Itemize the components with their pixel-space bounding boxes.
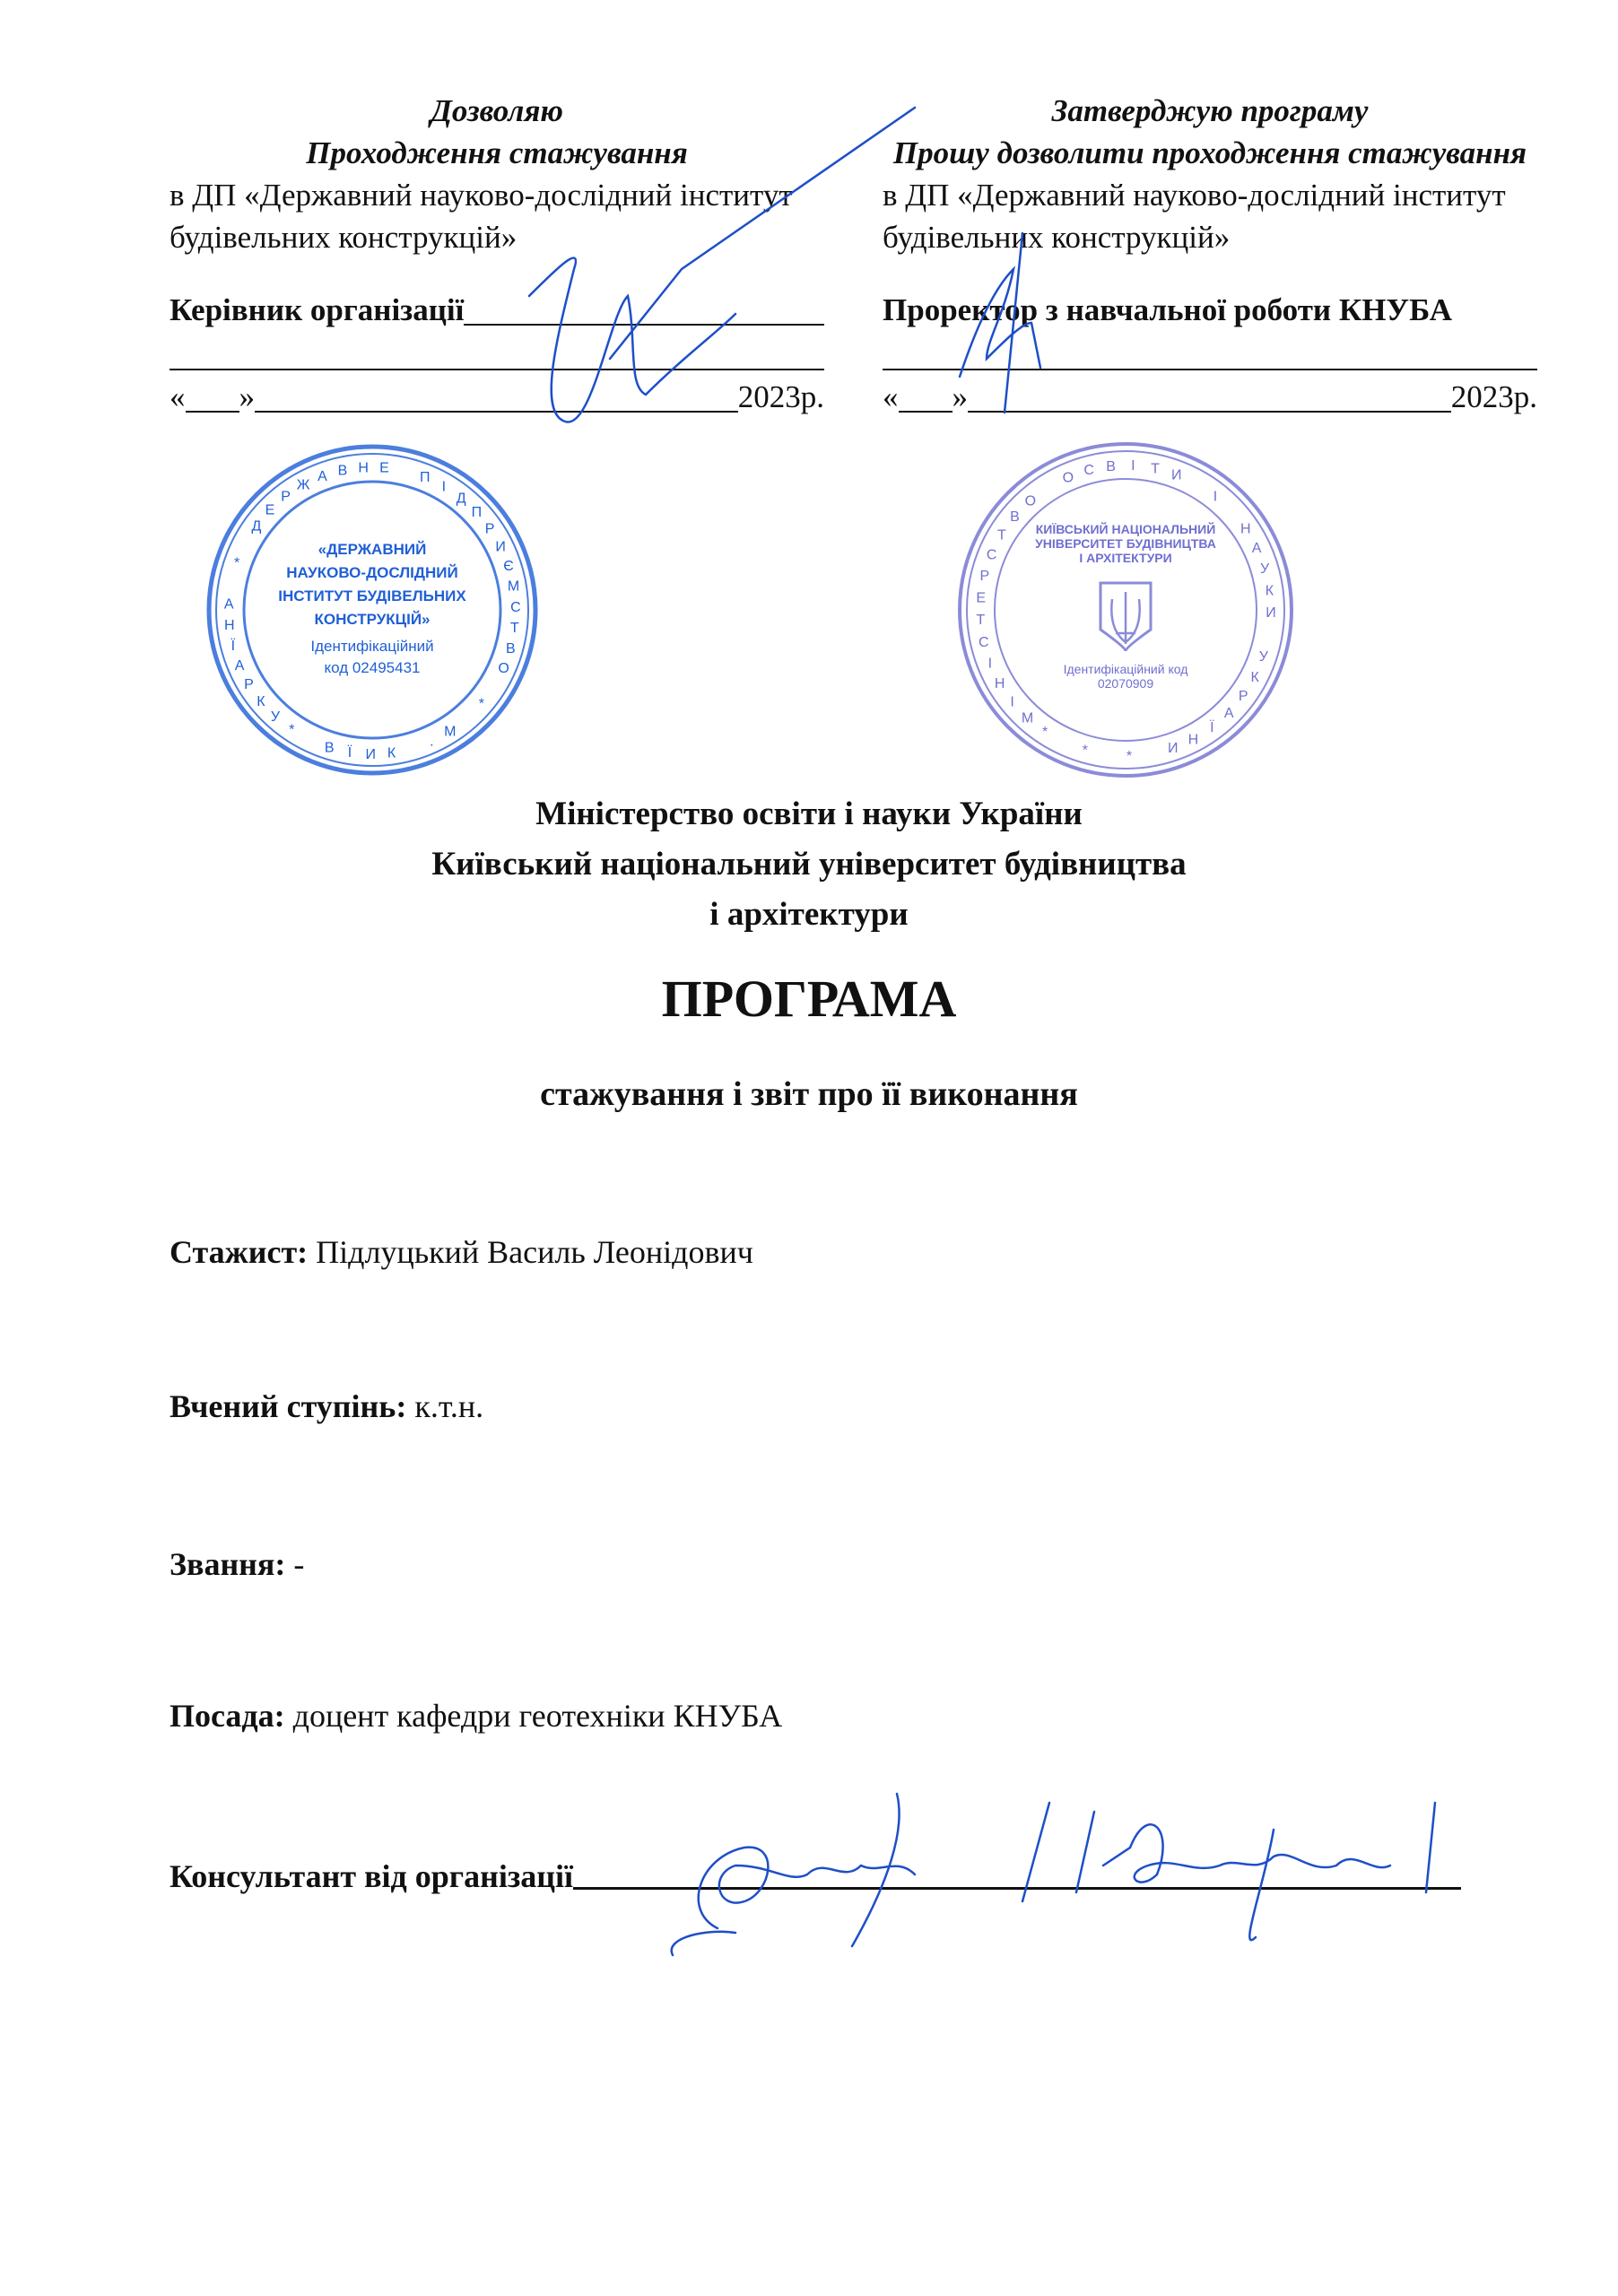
field-degree	[170, 1387, 483, 1425]
date-quote-open: «	[883, 379, 899, 414]
stamp-letter: С	[986, 547, 997, 563]
stamp-letter: И	[365, 747, 376, 762]
stamp-letter: К	[1250, 669, 1259, 685]
left-org-line2: будівельних конструкцій»	[170, 220, 518, 255]
stamp-letter: О	[1062, 470, 1074, 486]
right-date-row	[883, 376, 1537, 418]
left-org-line1: в ДП «Державний науково-дослідний інститут	[170, 178, 793, 213]
stamp-letter: Т	[1151, 461, 1160, 477]
left-blank-line-row	[170, 331, 824, 376]
stamp-text: КИЇВСЬКИЙ НАЦІОНАЛЬНИЙ УНІВЕРСИТЕТ БУДІВНИЦТВА І АРХІТЕКТУРИ	[1035, 522, 1216, 565]
stamp-letter: І	[1131, 458, 1135, 474]
field-label: Звання:	[170, 1546, 286, 1582]
university-name-line2: і архітектури	[709, 896, 909, 933]
stamp-letter: Т	[997, 527, 1006, 544]
stamp-letter: В	[1010, 509, 1020, 526]
left-date-row	[170, 376, 824, 418]
stamp-letter: Н	[994, 675, 1005, 691]
title-block	[0, 789, 1618, 940]
left-approval-block	[170, 90, 824, 418]
stamp-letter: *	[1082, 743, 1089, 759]
stamp-text: Ідентифікаційний код 02070909	[1063, 662, 1188, 691]
stamp-letter: Є	[503, 559, 514, 574]
left-signer-label: Керівник організації	[170, 292, 465, 327]
stamp-letter: Т	[976, 613, 986, 629]
stamp-letter: *	[289, 722, 295, 738]
stamp-letter: .	[430, 734, 434, 750]
field-label: Вчений ступінь:	[170, 1388, 407, 1424]
stamp-text: ІНСТИТУТ БУДІВЕЛЬНИХ	[278, 587, 466, 604]
stamp-letter: *	[233, 555, 240, 571]
left-signer-row	[170, 289, 824, 331]
right-subheading: Прошу дозволити проходження стажування	[892, 135, 1527, 170]
stamp-letter: *	[1041, 724, 1048, 740]
stamp-letter: Д	[251, 518, 262, 535]
date-quote-open: «	[170, 379, 186, 414]
field-value: к.т.н.	[414, 1388, 484, 1424]
field-label: Стажист:	[170, 1234, 309, 1270]
stamp-letter: У	[1260, 561, 1270, 578]
stamp-letter: М	[444, 724, 457, 740]
stamp-letter: С	[1083, 463, 1094, 479]
left-stamp	[209, 447, 535, 773]
stamp-letter: А	[318, 468, 327, 484]
month-blank	[968, 380, 1451, 413]
field-value: доцент кафедри геотехніки КНУБА	[292, 1698, 783, 1734]
right-approval-block	[883, 90, 1537, 418]
stamp-letter: П	[420, 470, 431, 486]
stamp-letter: О	[1024, 493, 1037, 509]
stamp-letter: И	[1167, 741, 1179, 757]
document-subtitle: стажування і звіт про її виконання	[540, 1075, 1078, 1113]
stamp-letter: И	[1266, 605, 1276, 622]
stamp-letter: С	[510, 599, 521, 615]
stamp-letter: А	[234, 658, 245, 674]
stamp-letter: К	[1265, 583, 1274, 599]
day-blank	[186, 380, 239, 413]
date-quote-close: »	[239, 379, 255, 414]
stamp-letter: І	[987, 656, 993, 672]
left-subheading: Проходження стажування	[306, 135, 688, 170]
document-title: ПРОГРАМА	[661, 970, 957, 1028]
stamp-letter: Е	[379, 460, 389, 476]
stamp-letter: В	[324, 740, 335, 756]
field-value: Підлуцький Василь Леонідович	[316, 1234, 753, 1270]
stamp-letter: У	[1258, 649, 1268, 665]
stamp-letter: І	[441, 479, 447, 495]
signature-line	[883, 338, 1537, 370]
right-heading: Затверджую програму	[1051, 93, 1369, 128]
stamp-letter: О	[498, 661, 509, 677]
ministry-name: Міністерство освіти і науки України	[535, 796, 1083, 832]
stamp-letter: М	[1021, 710, 1034, 726]
university-name-line1: Київський національний університет будівництва	[431, 846, 1187, 883]
stamp-letter: А	[223, 596, 234, 613]
stamp-letter: И	[495, 539, 506, 555]
stamp-letter: Д	[456, 491, 466, 507]
stamp-letter: А	[1251, 541, 1262, 557]
day-blank	[899, 380, 953, 413]
right-signer-row	[883, 289, 1537, 331]
stamp-letter: Н	[1240, 521, 1251, 537]
stamp-text: «ДЕРЖАВНИЙ	[318, 541, 427, 558]
field-label: Посада:	[170, 1698, 285, 1734]
right-blank-line-row	[883, 331, 1537, 376]
date-year: 2023р.	[1450, 379, 1537, 414]
month-blank	[255, 380, 738, 413]
stamp-letter: Т	[509, 621, 519, 637]
stamp-letter: В	[337, 463, 348, 479]
stamp-letter: Е	[976, 590, 987, 606]
stamp-text: НАУКОВО-ДОСЛІДНИЙ	[286, 564, 458, 581]
stamp-text: КОНСТРУКЦІЙ»	[314, 611, 431, 628]
field-consultant	[170, 1855, 1461, 1895]
signature-line	[464, 293, 824, 326]
stamp-letter: Н	[358, 460, 369, 476]
stamp-letter: Р	[979, 568, 990, 584]
coat-of-arms-icon	[1100, 583, 1151, 651]
stamp-letter: Н	[1187, 732, 1199, 748]
stamp-letter: *	[1126, 749, 1133, 764]
left-heading: Дозволяю	[431, 93, 563, 128]
stamp-letter: Ї	[347, 745, 352, 761]
stamp-letter: Ї	[231, 638, 236, 654]
field-intern	[170, 1233, 753, 1271]
stamp-text: код 02495431	[324, 659, 421, 676]
field-position	[170, 1697, 782, 1735]
right-org-line2: будівельних конструкцій»	[883, 220, 1231, 255]
stamp-letter: Ж	[296, 477, 310, 493]
field-rank	[170, 1545, 304, 1583]
stamp-letter: П	[471, 505, 483, 521]
stamp-text: Ідентифікаційний	[310, 638, 434, 655]
stamp-letter: Р	[484, 521, 495, 537]
stamp-letter: С	[979, 634, 989, 650]
stamp-letter: І	[1213, 489, 1218, 505]
stamp-letter: І	[1010, 694, 1014, 710]
stamp-letter: А	[1223, 705, 1234, 721]
stamp-letter: И	[1171, 467, 1182, 483]
stamp-letter: К	[387, 745, 396, 761]
date-quote-close: »	[952, 379, 968, 414]
right-stamp	[960, 444, 1292, 776]
signature-line	[573, 1855, 1461, 1890]
stamp-letter: У	[270, 709, 280, 725]
stamp-letter: *	[478, 696, 485, 712]
date-year: 2023р.	[737, 379, 824, 414]
stamp-letter: Н	[224, 617, 235, 633]
stamp-letter: Р	[281, 489, 291, 505]
blank-line	[170, 338, 824, 370]
stamp-letter: Р	[1238, 689, 1248, 704]
stamp-letter: В	[505, 641, 516, 657]
stamp-letter: Ї	[1210, 720, 1214, 736]
stamp-letter: М	[507, 578, 520, 595]
stamp-letter: Р	[244, 676, 254, 692]
stamp-letter: В	[1106, 458, 1116, 474]
stamp-letter: Е	[265, 502, 275, 518]
right-org-line1: в ДП «Державний науково-дослідний інститут	[883, 178, 1506, 213]
right-signer-label: Проректор з навчальної роботи КНУБА	[883, 292, 1453, 327]
field-value: -	[293, 1546, 305, 1582]
field-label: Консультант від організації	[170, 1858, 574, 1894]
stamp-letter: К	[257, 694, 265, 709]
